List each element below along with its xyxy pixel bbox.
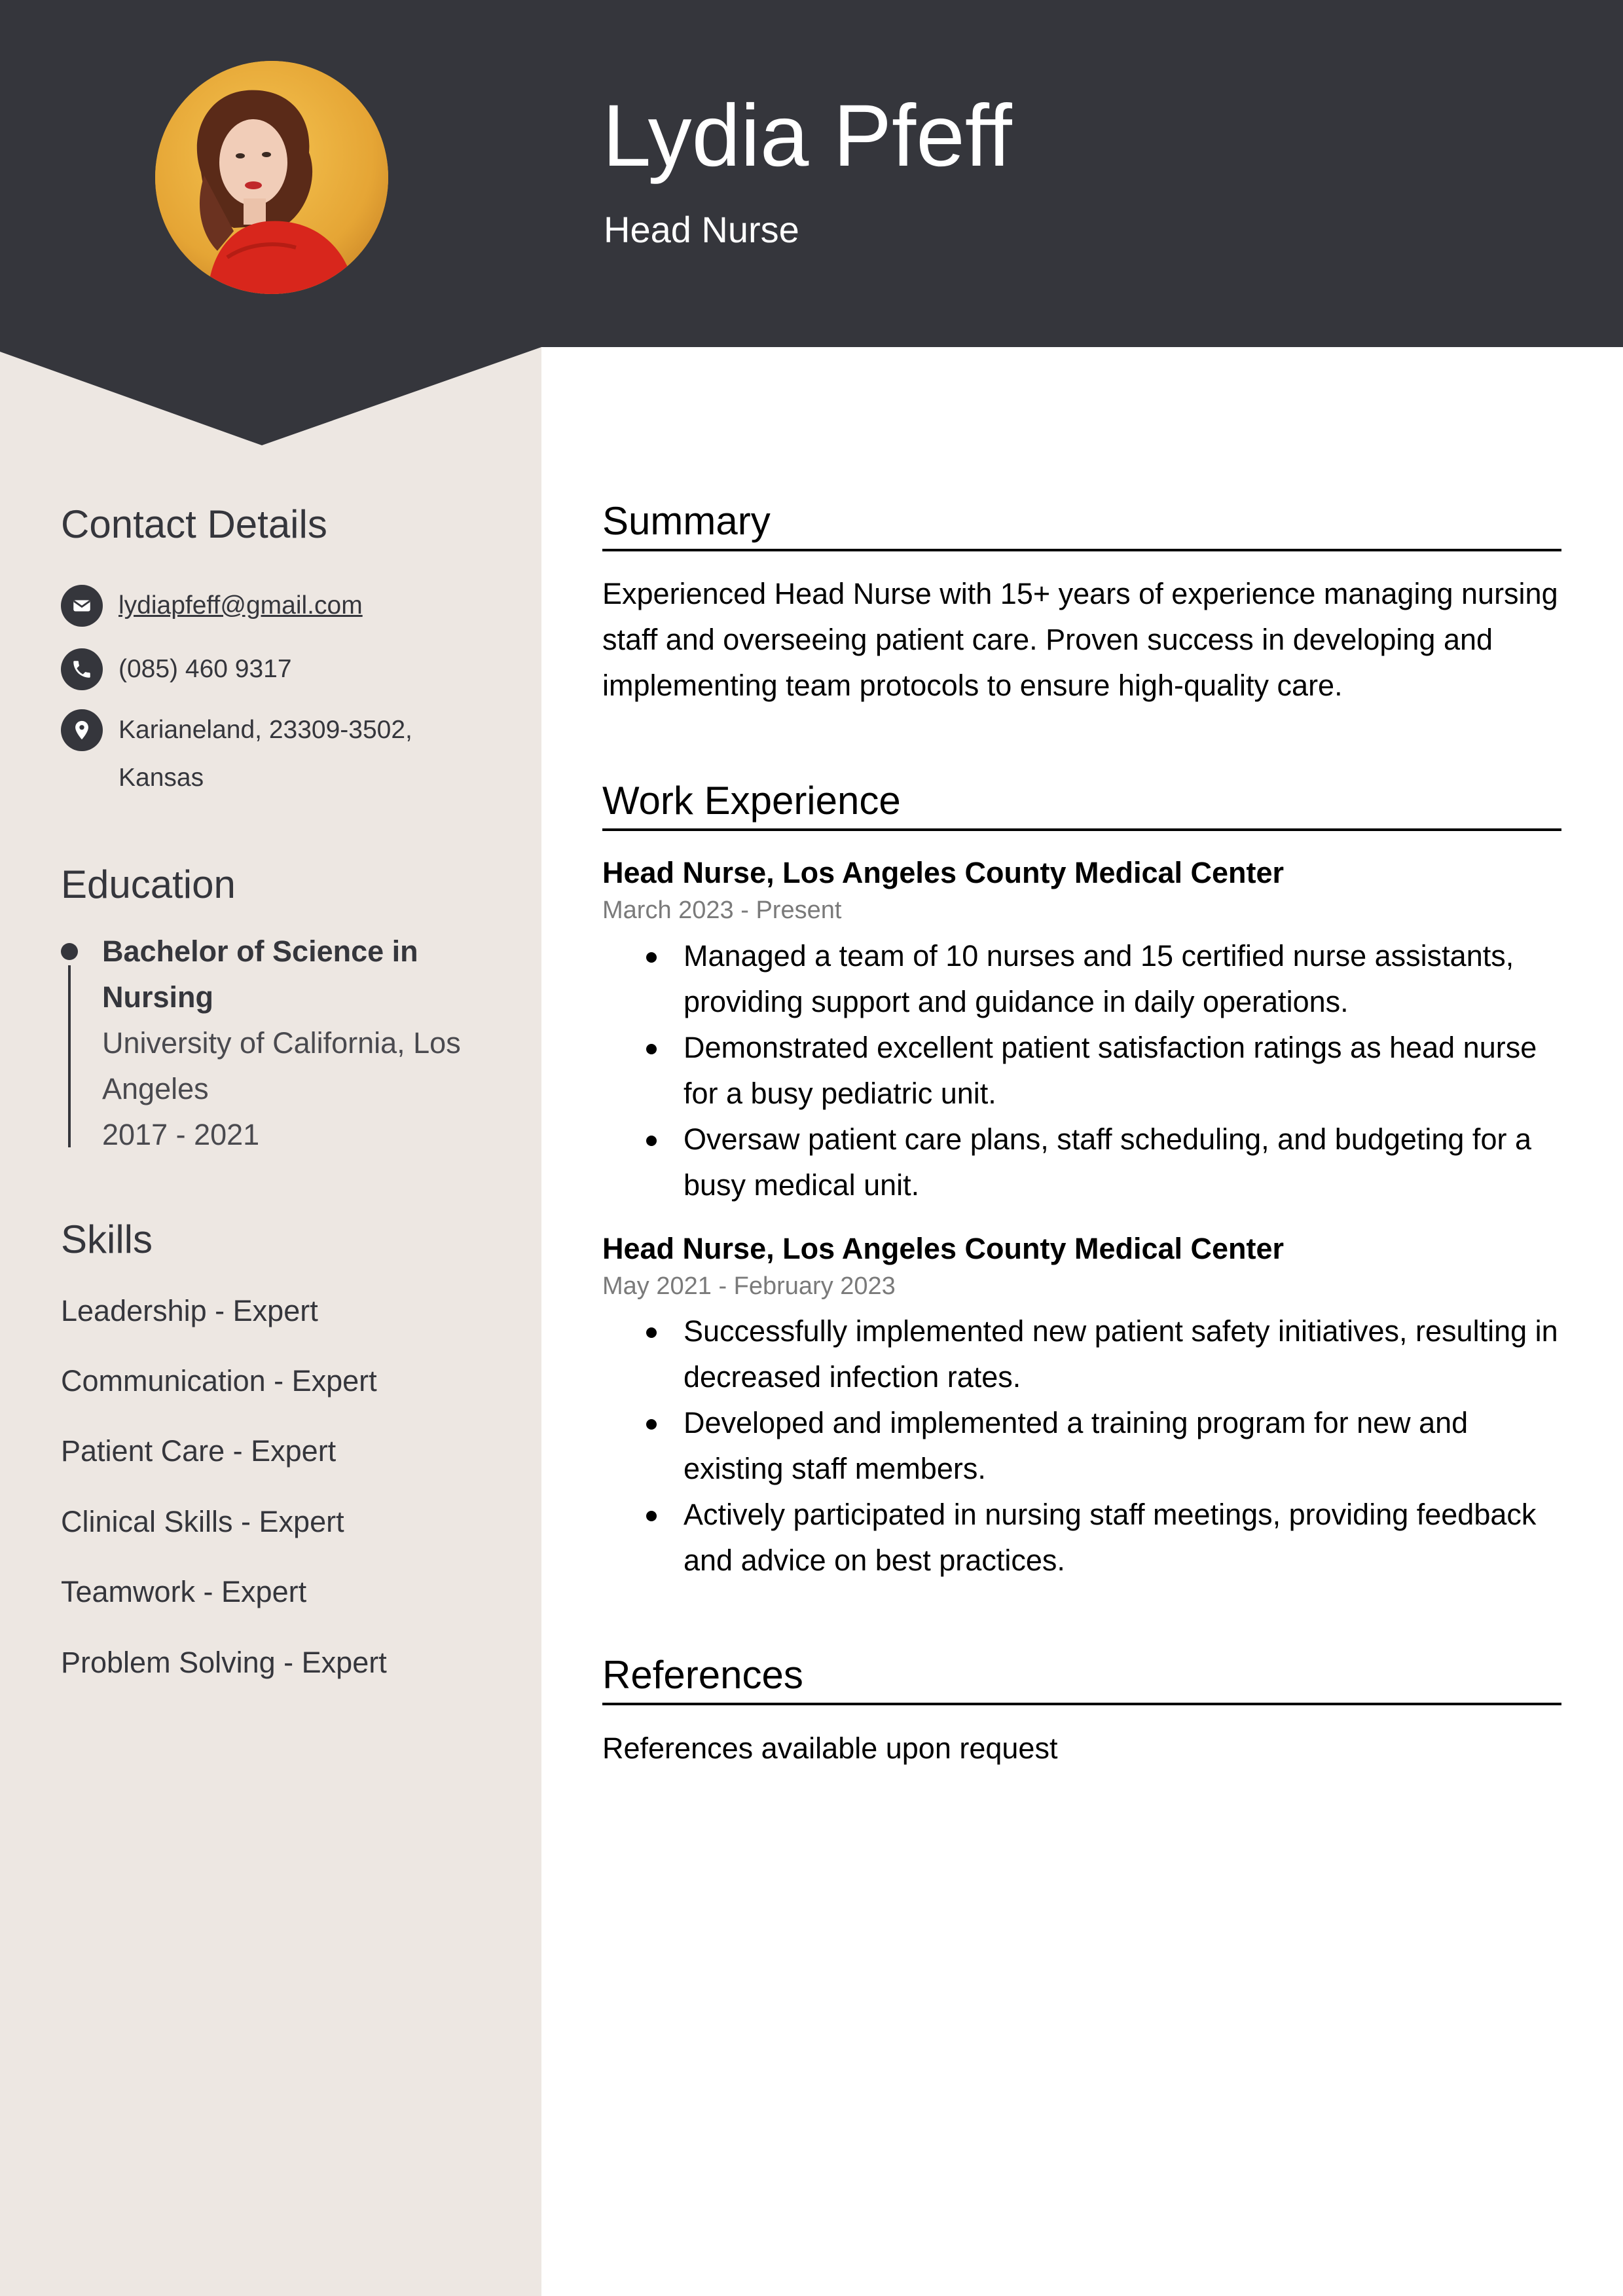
address-line-1: Karianeland, 23309-3502, (119, 716, 412, 744)
degree-line-1: Bachelor of Science in (102, 935, 418, 968)
skill-item: Leadership - Expert (61, 1294, 318, 1327)
address (119, 706, 485, 802)
skill-item: Communication - Expert (61, 1364, 377, 1398)
skills-heading: Skills (61, 1217, 153, 1261)
location-pin-icon (61, 709, 103, 751)
bullet-item: Oversaw patient care plans, staff scheduling, and budgeting for a busy medical unit. (602, 1117, 1561, 1208)
job-title: Head Nurse, Los Angeles County Medical Center (602, 1232, 1285, 1265)
job-bullets (602, 933, 1561, 1208)
candidate-title: Head Nurse (604, 209, 799, 250)
contact-email-row (61, 585, 363, 629)
school-line-1: University of California, Los (102, 1026, 461, 1060)
skill-item: Teamwork - Expert (61, 1575, 307, 1608)
timeline-line (68, 965, 71, 1147)
candidate-name: Lydia Pfeff (602, 87, 1012, 185)
job-title: Head Nurse, Los Angeles County Medical Center (602, 856, 1285, 889)
contact-phone-row (61, 648, 292, 693)
education-years: 2017 - 2021 (102, 1118, 260, 1151)
timeline-dot (61, 943, 78, 960)
skill-item: Clinical Skills - Expert (61, 1505, 344, 1538)
work-experience-heading: Work Experience (602, 776, 1561, 831)
bullet-item: Demonstrated excellent patient satisfaction ratings as head nurse for a busy pediatric unit. (602, 1025, 1561, 1117)
profile-photo (155, 61, 388, 294)
job-dates: March 2023 - Present (602, 897, 842, 924)
phone-icon (61, 648, 103, 690)
skill-item: Patient Care - Expert (61, 1434, 337, 1468)
phone-number: (085) 460 9317 (119, 655, 292, 683)
address-line-2: Kansas (119, 764, 204, 792)
references-text: References available upon request (602, 1731, 1058, 1765)
bullet-item: Actively participated in nursing staff meetings, providing feedback and advice on best practices. (602, 1492, 1561, 1583)
job-dates: May 2021 - February 2023 (602, 1272, 896, 1300)
job-bullets (602, 1308, 1561, 1583)
bullet-item: Developed and implemented a training program for new and existing staff members. (602, 1400, 1561, 1492)
school-line-2: Angeles (102, 1072, 209, 1105)
email-link[interactable]: lydiapfeff@gmail.com (119, 591, 363, 620)
skill-item: Problem Solving - Expert (61, 1646, 387, 1679)
bullet-item: Managed a team of 10 nurses and 15 certified nurse assistants, providing support and guidance in daily operations. (602, 933, 1561, 1025)
references-heading: References (602, 1650, 1561, 1705)
summary-text: Experienced Head Nurse with 15+ years of experience managing nursing staff and overseeing patient care. Proven success in developing and implementing team protocols to ensure high-quality care. (602, 577, 1558, 702)
contact-heading: Contact Details (61, 502, 327, 546)
summary-heading: Summary (602, 496, 1561, 551)
portrait-image (155, 61, 388, 294)
bullet-item: Successfully implemented new patient safety initiatives, resulting in decreased infection rates. (602, 1308, 1561, 1400)
envelope-icon (61, 585, 103, 627)
education-heading: Education (61, 862, 236, 906)
contact-address-row (61, 709, 485, 802)
degree-line-2: Nursing (102, 980, 214, 1014)
